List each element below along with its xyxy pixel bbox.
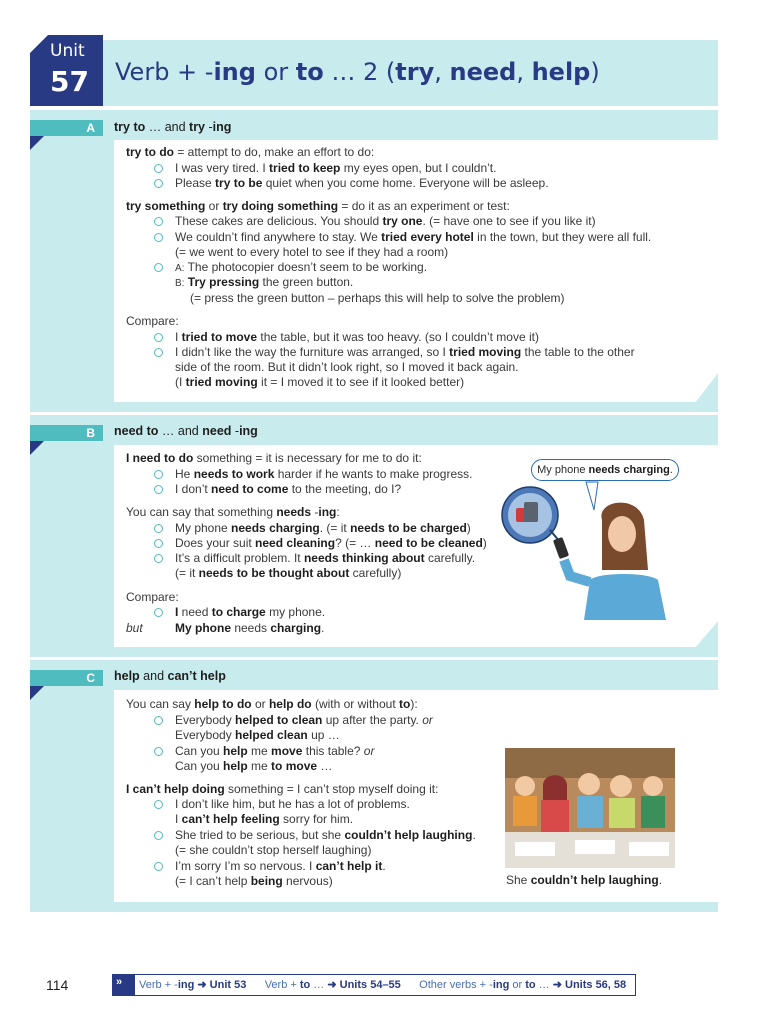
section-heading-a: try to … and try -ing xyxy=(114,120,232,134)
bullet-icon xyxy=(154,554,163,563)
tab-triangle xyxy=(30,686,44,700)
xref-units-54-55[interactable]: Verb + to … ➜ Units 54–55 xyxy=(264,979,401,991)
unit-badge xyxy=(30,35,103,106)
bullet-icon xyxy=(154,831,163,840)
bullet-icon xyxy=(154,333,163,342)
bullet-icon xyxy=(154,217,163,226)
bullet-icon xyxy=(154,485,163,494)
title-bar xyxy=(103,40,718,106)
woman-phone-illustration xyxy=(498,480,688,622)
bullet-icon xyxy=(154,716,163,725)
page-title: Verb + -ing or to … 2 (try, need, help) xyxy=(115,58,600,86)
unit-label: Unit xyxy=(50,41,85,61)
section-tab-c: C xyxy=(30,670,103,686)
cross-reference-bar xyxy=(112,974,636,996)
unit-number: 57 xyxy=(50,65,89,98)
section-tab-a: A xyxy=(30,120,103,136)
bullet-icon xyxy=(154,233,163,242)
bullet-icon xyxy=(154,862,163,871)
bullet-icon xyxy=(154,164,163,173)
bullet-icon xyxy=(154,539,163,548)
bullet-icon xyxy=(154,747,163,756)
section-heading-b: need to … and need -ing xyxy=(114,424,258,438)
corner-triangle xyxy=(30,35,48,53)
bullet-icon xyxy=(154,524,163,533)
bullet-icon xyxy=(154,470,163,479)
xref-units-56-58[interactable]: Other verbs + -ing or to … ➜ Units 56, 58 xyxy=(419,979,627,991)
section-tab-b: B xyxy=(30,425,103,441)
image-caption: She couldn’t help laughing. xyxy=(506,873,663,887)
bullet-icon xyxy=(154,263,163,272)
bullet-icon xyxy=(154,348,163,357)
page-number: 114 xyxy=(46,977,69,993)
bullet-icon xyxy=(154,800,163,809)
bullet-icon xyxy=(154,179,163,188)
speech-bubble: My phone needs charging. xyxy=(531,459,679,481)
classroom-illustration xyxy=(505,748,675,868)
bullet-icon xyxy=(154,608,163,617)
tab-triangle xyxy=(30,441,44,455)
xref-unit-53[interactable]: Verb + -ing ➜ Unit 53 xyxy=(139,979,247,991)
tab-triangle xyxy=(30,136,44,150)
double-chevron-icon: » xyxy=(113,975,135,995)
section-heading-c: help and can’t help xyxy=(114,669,226,683)
